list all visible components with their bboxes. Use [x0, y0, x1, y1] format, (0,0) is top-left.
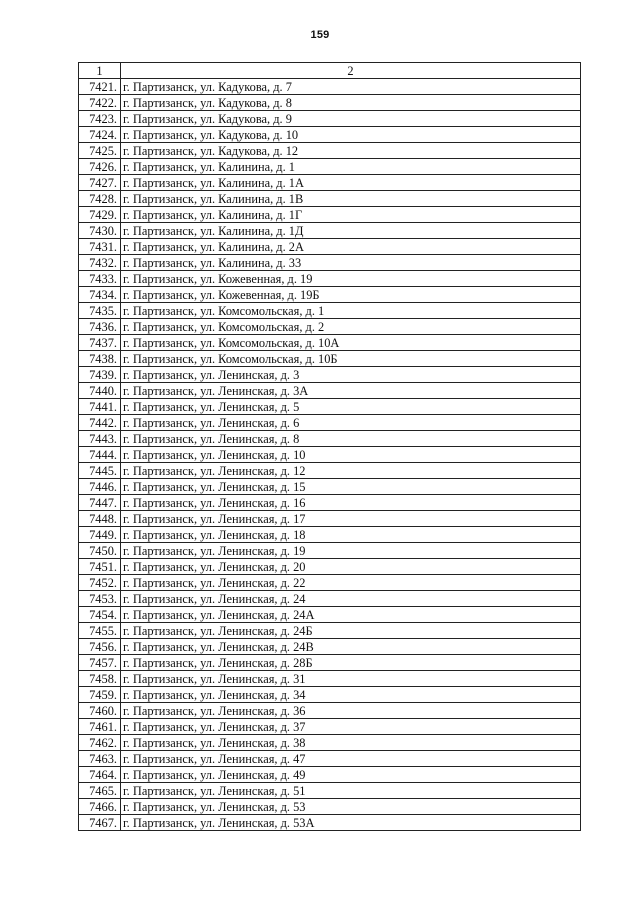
row-number: 7444. — [79, 447, 121, 463]
row-number: 7442. — [79, 415, 121, 431]
row-address: г. Партизанск, ул. Ленинская, д. 24В — [121, 639, 581, 655]
row-number: 7465. — [79, 783, 121, 799]
row-number: 7457. — [79, 655, 121, 671]
row-address: г. Партизанск, ул. Калинина, д. 1Г — [121, 207, 581, 223]
row-number: 7435. — [79, 303, 121, 319]
row-address: г. Партизанск, ул. Калинина, д. 1В — [121, 191, 581, 207]
row-address: г. Партизанск, ул. Ленинская, д. 22 — [121, 575, 581, 591]
row-number: 7424. — [79, 127, 121, 143]
row-number: 7425. — [79, 143, 121, 159]
table-header — [79, 63, 581, 79]
row-address: г. Партизанск, ул. Кадукова, д. 9 — [121, 111, 581, 127]
row-number: 7441. — [79, 399, 121, 415]
table-row — [79, 367, 581, 383]
row-address: г. Партизанск, ул. Ленинская, д. 28Б — [121, 655, 581, 671]
row-number: 7455. — [79, 623, 121, 639]
table-row — [79, 463, 581, 479]
row-number: 7458. — [79, 671, 121, 687]
table-row — [79, 239, 581, 255]
row-number: 7421. — [79, 79, 121, 95]
table-row — [79, 223, 581, 239]
table-row — [79, 431, 581, 447]
row-number: 7433. — [79, 271, 121, 287]
table-row — [79, 655, 581, 671]
table-row — [79, 95, 581, 111]
row-address: г. Партизанск, ул. Комсомольская, д. 1 — [121, 303, 581, 319]
table-row — [79, 127, 581, 143]
row-address: г. Партизанск, ул. Ленинская, д. 10 — [121, 447, 581, 463]
row-number: 7422. — [79, 95, 121, 111]
page-number: 159 — [310, 29, 330, 41]
row-address: г. Партизанск, ул. Кадукова, д. 7 — [121, 79, 581, 95]
table-row — [79, 79, 581, 95]
table-body — [79, 79, 581, 831]
table-row — [79, 159, 581, 175]
row-address: г. Партизанск, ул. Ленинская, д. 38 — [121, 735, 581, 751]
header-row — [79, 63, 581, 79]
row-number: 7451. — [79, 559, 121, 575]
row-number: 7429. — [79, 207, 121, 223]
table-row — [79, 687, 581, 703]
table-row — [79, 783, 581, 799]
row-number: 7436. — [79, 319, 121, 335]
row-address: г. Партизанск, ул. Ленинская, д. 17 — [121, 511, 581, 527]
row-address: г. Партизанск, ул. Ленинская, д. 5 — [121, 399, 581, 415]
row-address: г. Партизанск, ул. Комсомольская, д. 10А — [121, 335, 581, 351]
table-row — [79, 495, 581, 511]
table-row — [79, 575, 581, 591]
row-address: г. Партизанск, ул. Ленинская, д. 34 — [121, 687, 581, 703]
table-row — [79, 623, 581, 639]
row-address: г. Партизанск, ул. Калинина, д. 33 — [121, 255, 581, 271]
row-address: г. Партизанск, ул. Кожевенная, д. 19 — [121, 271, 581, 287]
column-header-number: 1 — [79, 63, 121, 79]
table-row — [79, 415, 581, 431]
table-row — [79, 639, 581, 655]
row-number: 7452. — [79, 575, 121, 591]
row-number: 7467. — [79, 815, 121, 831]
table-row — [79, 207, 581, 223]
row-address: г. Партизанск, ул. Ленинская, д. 18 — [121, 527, 581, 543]
table-row — [79, 559, 581, 575]
row-number: 7440. — [79, 383, 121, 399]
row-number: 7447. — [79, 495, 121, 511]
row-address: г. Партизанск, ул. Ленинская, д. 20 — [121, 559, 581, 575]
row-address: г. Партизанск, ул. Ленинская, д. 3 — [121, 367, 581, 383]
row-address: г. Партизанск, ул. Ленинская, д. 24А — [121, 607, 581, 623]
table-row — [79, 543, 581, 559]
table-row — [79, 447, 581, 463]
row-address: г. Партизанск, ул. Ленинская, д. 51 — [121, 783, 581, 799]
row-address: г. Партизанск, ул. Ленинская, д. 24 — [121, 591, 581, 607]
table-row — [79, 751, 581, 767]
row-number: 7427. — [79, 175, 121, 191]
row-number: 7431. — [79, 239, 121, 255]
row-number: 7437. — [79, 335, 121, 351]
row-number: 7466. — [79, 799, 121, 815]
row-address: г. Партизанск, ул. Ленинская, д. 24Б — [121, 623, 581, 639]
row-number: 7463. — [79, 751, 121, 767]
table-row — [79, 399, 581, 415]
address-table — [78, 62, 581, 831]
row-address: г. Партизанск, ул. Кадукова, д. 8 — [121, 95, 581, 111]
table-row — [79, 703, 581, 719]
table-row — [79, 767, 581, 783]
table-row — [79, 719, 581, 735]
row-number: 7432. — [79, 255, 121, 271]
row-address: г. Партизанск, ул. Кожевенная, д. 19Б — [121, 287, 581, 303]
table-row — [79, 479, 581, 495]
row-address: г. Партизанск, ул. Калинина, д. 1 — [121, 159, 581, 175]
row-address: г. Партизанск, ул. Ленинская, д. 31 — [121, 671, 581, 687]
row-address: г. Партизанск, ул. Ленинская, д. 53А — [121, 815, 581, 831]
table-row — [79, 735, 581, 751]
table-row — [79, 815, 581, 831]
row-address: г. Партизанск, ул. Ленинская, д. 8 — [121, 431, 581, 447]
table-row — [79, 271, 581, 287]
row-address: г. Партизанск, ул. Кадукова, д. 12 — [121, 143, 581, 159]
row-number: 7446. — [79, 479, 121, 495]
table-row — [79, 335, 581, 351]
row-number: 7445. — [79, 463, 121, 479]
table-row — [79, 191, 581, 207]
row-address: г. Партизанск, ул. Ленинская, д. 19 — [121, 543, 581, 559]
table-row — [79, 591, 581, 607]
row-address: г. Партизанск, ул. Ленинская, д. 6 — [121, 415, 581, 431]
table-row — [79, 607, 581, 623]
row-address: г. Партизанск, ул. Калинина, д. 1Д — [121, 223, 581, 239]
table-row — [79, 111, 581, 127]
row-number: 7430. — [79, 223, 121, 239]
row-number: 7454. — [79, 607, 121, 623]
row-address: г. Партизанск, ул. Калинина, д. 2А — [121, 239, 581, 255]
row-number: 7426. — [79, 159, 121, 175]
row-address: г. Партизанск, ул. Ленинская, д. 3А — [121, 383, 581, 399]
row-address: г. Партизанск, ул. Ленинская, д. 15 — [121, 479, 581, 495]
row-address: г. Партизанск, ул. Ленинская, д. 47 — [121, 751, 581, 767]
row-address: г. Партизанск, ул. Ленинская, д. 12 — [121, 463, 581, 479]
row-address: г. Партизанск, ул. Ленинская, д. 53 — [121, 799, 581, 815]
row-number: 7453. — [79, 591, 121, 607]
row-number: 7456. — [79, 639, 121, 655]
row-address: г. Партизанск, ул. Ленинская, д. 16 — [121, 495, 581, 511]
table-row — [79, 351, 581, 367]
table-row — [79, 143, 581, 159]
table-row — [79, 175, 581, 191]
table-row — [79, 799, 581, 815]
row-number: 7464. — [79, 767, 121, 783]
row-address: г. Партизанск, ул. Комсомольская, д. 2 — [121, 319, 581, 335]
row-address: г. Партизанск, ул. Калинина, д. 1А — [121, 175, 581, 191]
row-number: 7434. — [79, 287, 121, 303]
row-number: 7450. — [79, 543, 121, 559]
row-number: 7459. — [79, 687, 121, 703]
table-row — [79, 319, 581, 335]
column-header-address: 2 — [121, 63, 581, 79]
row-number: 7449. — [79, 527, 121, 543]
table-row — [79, 255, 581, 271]
table-row — [79, 527, 581, 543]
row-address: г. Партизанск, ул. Ленинская, д. 36 — [121, 703, 581, 719]
table-row — [79, 303, 581, 319]
row-number: 7439. — [79, 367, 121, 383]
table-row — [79, 383, 581, 399]
table-row — [79, 287, 581, 303]
row-number: 7448. — [79, 511, 121, 527]
table-row — [79, 511, 581, 527]
row-address: г. Партизанск, ул. Комсомольская, д. 10Б — [121, 351, 581, 367]
table-row — [79, 671, 581, 687]
row-address: г. Партизанск, ул. Кадукова, д. 10 — [121, 127, 581, 143]
row-address: г. Партизанск, ул. Ленинская, д. 49 — [121, 767, 581, 783]
row-number: 7438. — [79, 351, 121, 367]
row-number: 7461. — [79, 719, 121, 735]
row-number: 7460. — [79, 703, 121, 719]
row-address: г. Партизанск, ул. Ленинская, д. 37 — [121, 719, 581, 735]
row-number: 7443. — [79, 431, 121, 447]
row-number: 7428. — [79, 191, 121, 207]
row-number: 7423. — [79, 111, 121, 127]
row-number: 7462. — [79, 735, 121, 751]
